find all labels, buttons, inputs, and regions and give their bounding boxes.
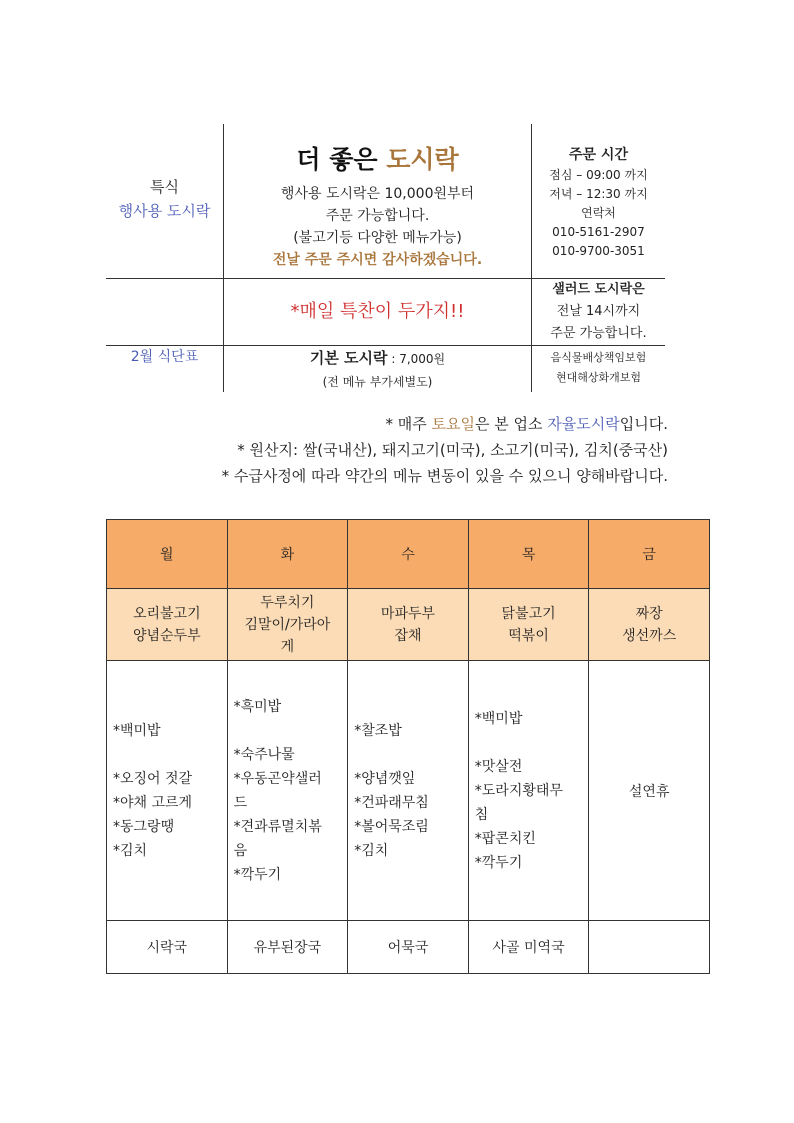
- side-dish: *흑미밥: [233, 698, 282, 715]
- salad-order-box: [532, 279, 665, 345]
- basic-lunchbox-box: [224, 346, 531, 393]
- main-dish: 마파두부: [380, 605, 436, 622]
- notice-menu-change: * 수급사정에 따라 약간의 메뉴 변동이 있을 수 있으니 양해바랍니다.: [221, 467, 668, 485]
- side-dish: [354, 743, 468, 767]
- soup-cell: [589, 921, 710, 974]
- main-dish-cell: [348, 589, 469, 661]
- side-dish-cell: [468, 661, 589, 921]
- main-dish-cell: [589, 589, 710, 661]
- special-box: [106, 175, 223, 223]
- main-dish-cell: [107, 589, 228, 661]
- side-dish: *김치: [113, 842, 148, 859]
- side-dish: *우동곤약샐러: [233, 770, 322, 787]
- insurance-line-1: 음식물배상책임보험: [550, 351, 647, 364]
- event-price-line: 행사용 도시락은 10,000원부터: [280, 186, 475, 202]
- side-dish: *맛살전: [474, 758, 523, 775]
- weekly-menu-table: [106, 519, 710, 974]
- contact-label: 연락처: [581, 206, 616, 220]
- salad-line-2: 전날 14시까지: [556, 304, 641, 319]
- side-dish: *건파래무침: [354, 794, 429, 811]
- side-dish: *깍두기: [474, 854, 523, 871]
- side-dish: *백미밥: [474, 710, 523, 727]
- notice-saturday-mid: 은 본 업소: [475, 415, 548, 433]
- side-dish: *김치: [354, 842, 389, 859]
- brand-title-a: 더 좋은: [296, 145, 387, 174]
- side-dish-row: [107, 661, 710, 921]
- special-subtitle: 행사용 도시락: [118, 202, 211, 220]
- salad-line-3: 주문 가능합니다.: [550, 326, 647, 341]
- soup-cell: 사골 미역국: [468, 921, 589, 974]
- basic-lunchbox-label: 기본 도시락: [309, 349, 388, 367]
- event-menu-line: (불고기등 다양한 메뉴가능): [293, 230, 462, 246]
- day-tuesday: 화: [227, 520, 348, 589]
- order-time-box: [532, 144, 665, 261]
- main-dish-cell: [227, 589, 348, 661]
- notice-saturday: [222, 411, 668, 437]
- side-dish: *볼어묵조림: [354, 818, 429, 835]
- salad-line-1: 샐러드 도시락은: [552, 282, 645, 297]
- main-dish: 잡채: [394, 627, 422, 644]
- phone-2: 010-9700-3051: [552, 244, 645, 258]
- notice-saturday-day: 토요일: [431, 415, 476, 433]
- side-dish: *팝콘치킨: [474, 830, 536, 847]
- brand-title: [224, 142, 531, 181]
- day-thursday: 목: [468, 520, 589, 589]
- side-dish-cell: [348, 661, 469, 921]
- main-dish: 두루치기: [260, 594, 315, 611]
- side-dish-cell: [107, 661, 228, 921]
- vat-note: (전 메뉴 부가세별도): [322, 375, 433, 389]
- soup-row: [107, 921, 710, 974]
- main-dish: 짜장: [635, 605, 663, 622]
- notice-saturday-self: 자율도시락: [547, 415, 620, 433]
- main-dish: 양념순두부: [132, 627, 201, 644]
- main-dish: 생선까스: [622, 627, 677, 644]
- side-dish: *찰조밥: [354, 722, 402, 739]
- side-dish-cell: [227, 661, 348, 921]
- main-dish: 떡볶이: [508, 627, 549, 644]
- notice-saturday-pre: * 매주: [385, 415, 432, 433]
- day-monday: 월: [107, 520, 228, 589]
- side-dish: 침: [474, 806, 489, 823]
- order-dinner: 저녁 – 12:30 까지: [549, 187, 648, 201]
- side-dish: *야채 고르게: [113, 794, 193, 811]
- month-label: 2월 식단표: [130, 349, 199, 365]
- event-thanks-line: 전날 주문 주시면 감사하겠습니다.: [272, 252, 483, 268]
- side-dish: 드: [233, 794, 248, 811]
- main-dish: 오리불고기: [132, 605, 201, 622]
- side-dish: [113, 743, 227, 767]
- side-dish-cell: [589, 661, 710, 921]
- event-order-line: 주문 가능합니다.: [325, 208, 430, 224]
- side-dish: *깍두기: [233, 866, 282, 883]
- side-dish: *견과류멸치볶: [233, 818, 322, 835]
- notice-origin: * 원산지: 쌀(국내산), 돼지고기(미국), 소고기(미국), 김치(중국산): [237, 441, 668, 459]
- insurance-line-2: 현대해상화개보험: [555, 371, 641, 384]
- soup-cell: 어묵국: [348, 921, 469, 974]
- main-dish: 게: [280, 638, 295, 655]
- side-dish: [475, 731, 589, 755]
- side-dish: 음: [233, 842, 248, 859]
- day-header-row: [107, 520, 710, 589]
- basic-lunchbox-line: [224, 346, 531, 371]
- notice-list: [222, 411, 668, 489]
- main-dish-row: [107, 589, 710, 661]
- insurance-box: [532, 348, 665, 388]
- special-title: 특식: [150, 178, 179, 196]
- order-time-title: 주문 시간: [569, 147, 628, 163]
- soup-cell: 시락국: [107, 921, 228, 974]
- day-wednesday: 수: [348, 520, 469, 589]
- daily-special-banner: *매일 특찬이 두가지!!: [290, 301, 465, 322]
- side-dish: [234, 719, 348, 743]
- main-dish: 김말이/가라아: [244, 616, 331, 633]
- side-dish: *동그랑땡: [113, 818, 175, 835]
- side-dish: *숙주나물: [233, 746, 295, 763]
- side-dish: *백미밥: [113, 722, 161, 739]
- main-dish: 닭불고기: [501, 605, 556, 622]
- brand-box: [224, 142, 531, 271]
- side-dish: *양념깻잎: [354, 770, 416, 787]
- basic-lunchbox-price: : 7,000원: [387, 352, 446, 366]
- side-dish: *도라지황태무: [474, 782, 563, 799]
- main-dish-cell: [468, 589, 589, 661]
- day-friday: 금: [589, 520, 710, 589]
- side-dish: *오징어 젓갈: [113, 770, 193, 787]
- brand-title-b: 도시락: [386, 145, 459, 174]
- phone-1: 010-5161-2907: [552, 225, 645, 239]
- notice-saturday-post: 입니다.: [619, 415, 668, 433]
- order-lunch: 점심 – 09:00 까지: [549, 168, 648, 182]
- holiday-label: 설연휴: [628, 783, 670, 800]
- soup-cell: 유부된장국: [227, 921, 348, 974]
